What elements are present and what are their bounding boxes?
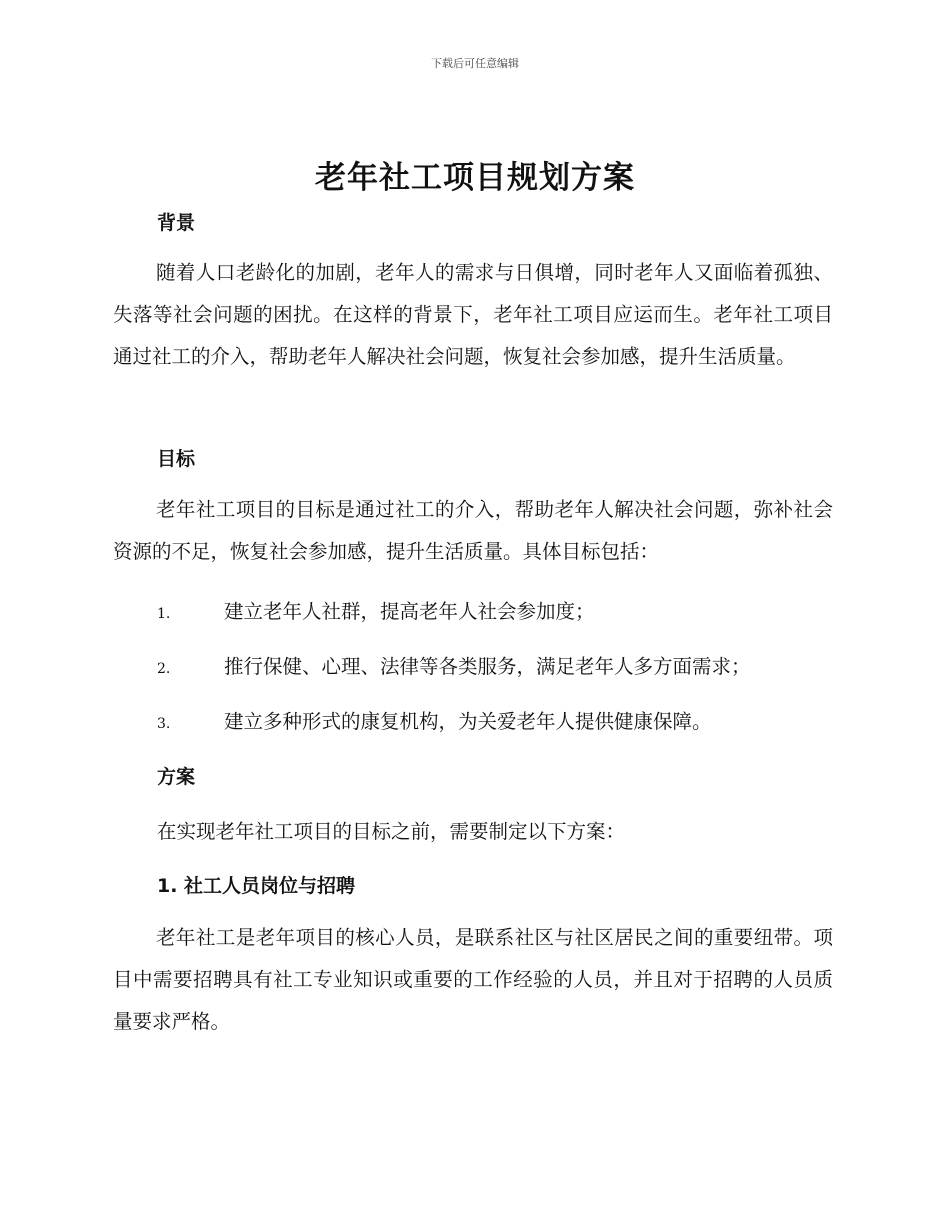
section-heading-plan: 方案 xyxy=(157,766,196,788)
section-heading-background: 背景 xyxy=(157,212,196,234)
page-header-note: 下载后可任意编辑 xyxy=(431,57,519,70)
subsection-heading-staffing: 1. 社工人员岗位与招聘 xyxy=(157,875,356,897)
plan-intro: 在实现老年社工项目的目标之前，需要制定以下方案： xyxy=(157,820,626,843)
section-heading-goal: 目标 xyxy=(157,448,196,470)
list-item xyxy=(157,596,595,624)
goal-paragraph: 老年社工项目的目标是通过社工的介入，帮助老年人解决社会问题，弥补社会资源的不足，恢复社会参加感，提升生活质量。具体目标包括： xyxy=(113,498,833,563)
list-text: 建立老年人社群，提高老年人社会参加度； xyxy=(224,600,595,623)
document-title: 老年社工项目规划方案 xyxy=(315,160,635,196)
list-number: 3. xyxy=(157,716,171,732)
staffing-paragraph: 老年社工是老年项目的核心人员，是联系社区与社区居民之间的重要纽带。项目中需要招聘具有社工专业知识或重要的工作经验的人员，并且对于招聘的人员质量要求严格。 xyxy=(113,926,833,1033)
list-item xyxy=(157,706,712,734)
list-text: 推行保健、心理、法律等各类服务，满足老年人多方面需求； xyxy=(224,655,751,678)
background-paragraph: 随着人口老龄化的加剧，老年人的需求与日俱增，同时老年人又面临着孤独、失落等社会问题的困扰。在这样的背景下，老年社工项目应运而生。老年社工项目通过社工的介入，帮助老年人解决社会问题，恢复社会参加感，提升生活质量。 xyxy=(113,261,833,368)
list-number: 2. xyxy=(157,661,171,677)
list-number: 1. xyxy=(157,606,171,622)
list-text: 建立多种形式的康复机构，为关爱老年人提供健康保障。 xyxy=(224,710,712,733)
list-item xyxy=(157,651,751,679)
